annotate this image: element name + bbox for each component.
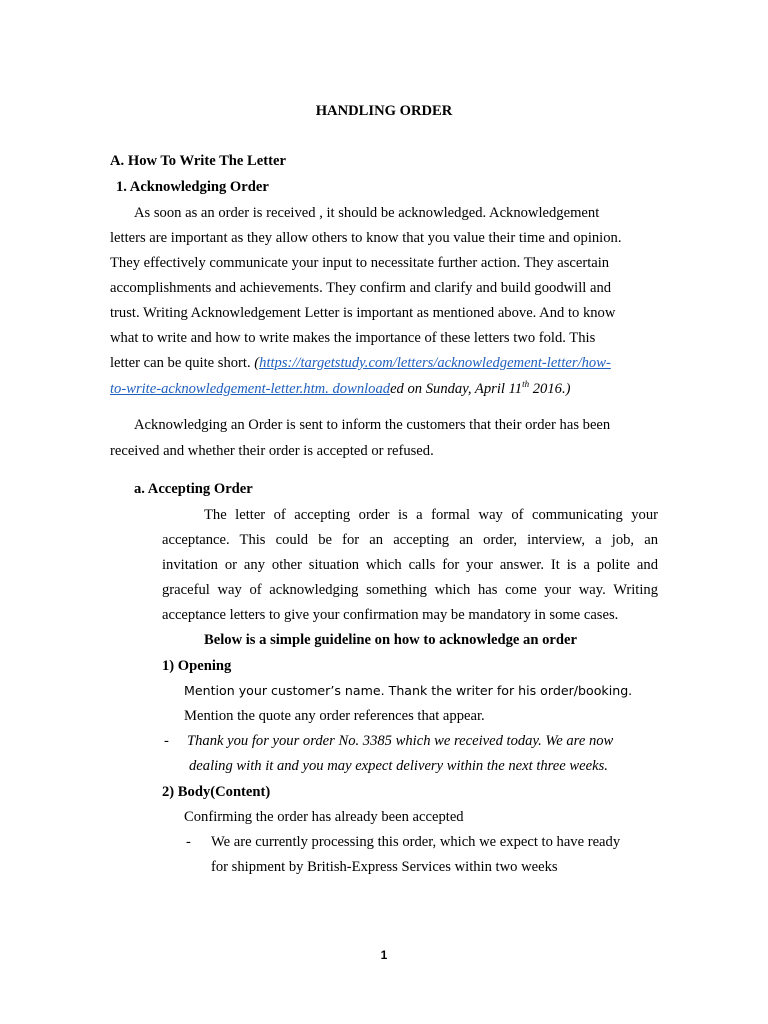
- list-dash: -: [164, 733, 169, 749]
- list-item-body-heading: 2) Body(Content): [162, 784, 271, 800]
- paragraph-1-line: letters are important as they allow others to know that you value their time and opinion.: [110, 230, 622, 246]
- page-number: 1: [380, 948, 388, 962]
- page-title: HANDLING ORDER: [315, 103, 453, 119]
- list-item-opening-text: Mention your customer’s name. Thank the writer for his order/booking.: [184, 683, 633, 698]
- paragraph-3-line: acceptance letters to give your confirmation may be mandatory in some cases.: [162, 607, 619, 623]
- list-dash: -: [186, 834, 191, 850]
- citation-date-superscript: th: [522, 379, 530, 390]
- paragraph-3-line: graceful way of acknowledging something which has come your way. Writing: [162, 582, 658, 598]
- paragraph-3-line: The letter of accepting order is a formal way of communicating your: [204, 507, 658, 523]
- example-sentence: dealing with it and you may expect delivery within the next three weeks.: [189, 758, 608, 774]
- subheading-acknowledging-order: 1. Acknowledging Order: [116, 179, 269, 195]
- citation-open: (: [254, 355, 260, 371]
- list-item-body-text: Confirming the order has already been accepted: [184, 809, 464, 825]
- paragraph-2-line: Acknowledging an Order is sent to inform the customers that their order has been: [134, 417, 611, 433]
- subheading-accepting-order: a. Accepting Order: [134, 481, 253, 497]
- guideline-heading: Below is a simple guideline on how to acknowledge an order: [204, 632, 577, 648]
- citation-link-part1[interactable]: https://targetstudy.com/letters/acknowledgement-letter/how-: [259, 355, 611, 371]
- paragraph-1-line: [110, 380, 570, 398]
- example-sentence: Thank you for your order No. 3385 which we received today. We are now: [187, 733, 614, 749]
- paragraph-1-line: what to write and how to write makes the importance of these letters two fold. This: [110, 330, 596, 346]
- paragraph-3-line: acceptance. This could be for an accepting an order, interview, a job, an: [162, 532, 658, 548]
- example-sentence: We are currently processing this order, which we expect to have ready: [211, 834, 621, 850]
- example-sentence: for shipment by British-Express Services within two weeks: [211, 859, 558, 875]
- paragraph-1-line: [110, 354, 611, 372]
- paragraph-3-line: invitation or any other situation which calls for your answer. It is a polite and: [162, 557, 658, 573]
- paragraph-1-line: They effectively communicate your input to necessitate further action. They ascertain: [110, 255, 610, 271]
- list-item-opening-text: Mention the quote any order references that appear.: [184, 708, 485, 724]
- list-item-opening-heading: 1) Opening: [162, 658, 232, 674]
- citation-year: 2016.): [529, 381, 571, 397]
- citation-date: ed on Sunday, April 11: [390, 381, 523, 397]
- paragraph-1-line: accomplishments and achievements. They confirm and clarify and build goodwill and: [110, 280, 612, 296]
- paragraph-2-line: received and whether their order is accepted or refused.: [110, 443, 434, 459]
- paragraph-1-line: As soon as an order is received , it should be acknowledged. Acknowledgement: [134, 205, 600, 221]
- paragraph-1-plain-text: letter can be quite short.: [110, 355, 255, 371]
- paragraph-1-line: trust. Writing Acknowledgement Letter is important as mentioned above. And to know: [110, 305, 616, 321]
- citation-link-part2[interactable]: to-write-acknowledgement-letter.htm. download: [110, 381, 391, 397]
- section-heading-a: A. How To Write The Letter: [110, 153, 286, 169]
